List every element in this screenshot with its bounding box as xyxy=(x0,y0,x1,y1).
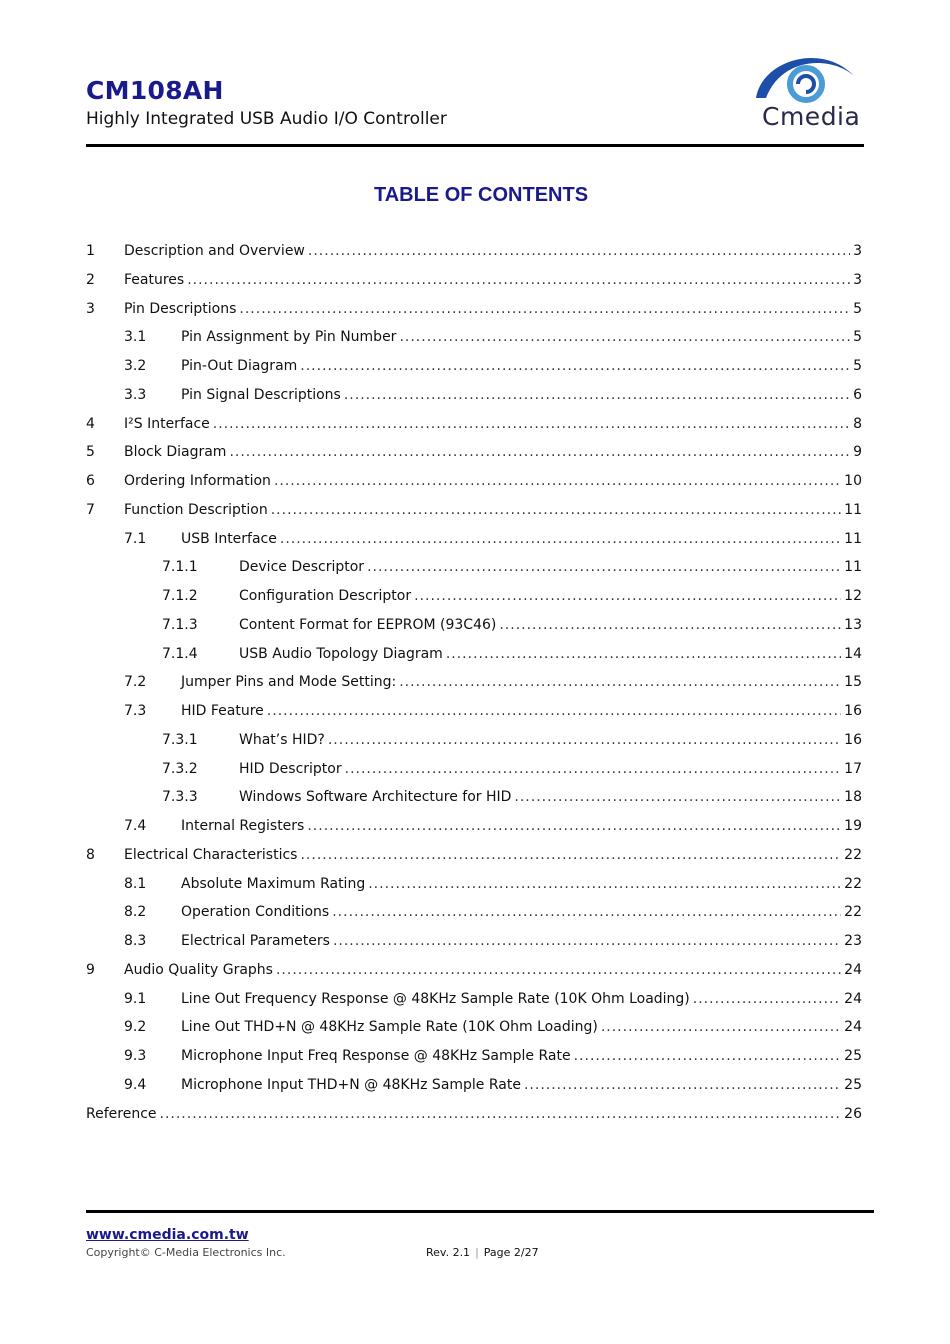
toc-entry-label: Absolute Maximum Rating xyxy=(181,875,366,892)
toc-entry-page: 12 xyxy=(844,588,862,604)
toc-entry-number: 9.4 xyxy=(124,1076,147,1093)
toc-entry-number: 7.1.4 xyxy=(162,645,198,662)
toc-dot-leader xyxy=(514,789,841,805)
toc-entry-page: 25 xyxy=(844,1048,862,1064)
toc-entry-page: 11 xyxy=(844,559,862,576)
toc-entry[interactable] xyxy=(86,272,862,301)
toc-entry[interactable] xyxy=(86,559,862,588)
toc-entry-label: HID Descriptor xyxy=(239,760,342,777)
toc-entry-number: 9.3 xyxy=(124,1048,147,1064)
toc-entry[interactable] xyxy=(86,933,862,962)
toc-entry-page: 11 xyxy=(844,530,862,547)
toc-dot-leader xyxy=(399,674,841,690)
toc-entry-label: Configuration Descriptor xyxy=(239,588,412,604)
toc-entry[interactable] xyxy=(86,732,862,761)
document-title: CM108AH xyxy=(86,76,224,105)
toc-entry-label: Function Description xyxy=(124,501,268,518)
toc-entry-number: 7.3.2 xyxy=(162,760,198,777)
toc-entry-label: Electrical Parameters xyxy=(181,933,330,949)
toc-entry-number: 3.3 xyxy=(124,386,147,403)
toc-entry-number: 3.2 xyxy=(124,358,147,374)
toc-entry[interactable] xyxy=(86,1077,862,1106)
toc-entry-number: 7.1.2 xyxy=(162,588,198,604)
toc-entry-label: Content Format for EEPROM (93C46) xyxy=(239,616,497,633)
table-of-contents xyxy=(86,243,862,1134)
toc-entry-number: 8.3 xyxy=(124,933,147,949)
document-subtitle: Highly Integrated USB Audio I/O Controller xyxy=(86,109,447,129)
toc-entry-label: Line Out Frequency Response @ 48KHz Sample Rate (10K Ohm Loading) xyxy=(181,990,690,1007)
toc-dot-leader xyxy=(213,416,850,432)
toc-entry-page: 23 xyxy=(844,933,862,949)
toc-entry-number: 8.1 xyxy=(124,875,147,892)
toc-entry-label: Windows Software Architecture for HID xyxy=(239,789,512,806)
toc-entry[interactable] xyxy=(86,617,862,646)
toc-dot-leader xyxy=(414,588,841,604)
toc-entry-label: Electrical Characteristics xyxy=(124,846,298,863)
toc-entry-page: 14 xyxy=(844,645,862,662)
toc-entry-label: Block Diagram xyxy=(124,444,227,461)
toc-entry[interactable] xyxy=(86,646,862,675)
toc-entry-number: 1 xyxy=(86,243,95,259)
toc-entry[interactable] xyxy=(86,1048,862,1077)
toc-entry[interactable] xyxy=(86,358,862,387)
toc-entry-page: 5 xyxy=(853,358,862,374)
toc-entry[interactable] xyxy=(86,531,862,560)
page-header xyxy=(86,76,864,148)
toc-entry-page: 6 xyxy=(853,386,862,403)
toc-dot-leader xyxy=(332,904,841,920)
toc-entry[interactable] xyxy=(86,962,862,991)
toc-entry-page: 22 xyxy=(844,846,862,863)
page-number: Page 2/27 xyxy=(483,1246,539,1259)
header-divider xyxy=(86,144,864,147)
toc-entry-page: 11 xyxy=(844,501,862,518)
toc-dot-leader xyxy=(267,703,841,719)
toc-dot-leader xyxy=(368,876,841,892)
toc-entry-page: 8 xyxy=(853,415,862,432)
toc-dot-leader xyxy=(308,243,850,259)
toc-dot-leader xyxy=(280,531,841,547)
toc-dot-leader xyxy=(300,358,850,374)
toc-entry-page: 24 xyxy=(844,961,862,978)
toc-entry-number: 7.3 xyxy=(124,703,147,719)
toc-dot-leader xyxy=(499,617,841,633)
toc-entry-page: 24 xyxy=(844,1019,862,1036)
revision-info xyxy=(426,1246,539,1259)
revision-number: Rev. 2.1 xyxy=(426,1246,471,1259)
toc-entry-label: Operation Conditions xyxy=(181,904,330,921)
toc-entry-number: 3.1 xyxy=(124,329,147,346)
toc-entry[interactable] xyxy=(86,876,862,905)
toc-entry-number: 7.2 xyxy=(124,674,147,691)
toc-entry-page: 22 xyxy=(844,904,862,921)
toc-entry-number: 6 xyxy=(86,473,95,489)
toc-entry-page: 15 xyxy=(844,674,862,691)
toc-entry[interactable] xyxy=(86,789,862,818)
toc-entry-label: Description and Overview xyxy=(124,243,305,259)
toc-entry-label: Pin Descriptions xyxy=(124,300,237,317)
toc-entry-label: Pin-Out Diagram xyxy=(181,358,298,374)
toc-entry[interactable] xyxy=(86,1106,862,1135)
toc-entry-label: Features xyxy=(124,271,185,288)
cmedia-swirl-icon xyxy=(752,50,858,106)
toc-dot-leader xyxy=(367,559,841,575)
toc-entry-label: Pin Assignment by Pin Number xyxy=(181,329,397,346)
toc-entry-label: Pin Signal Descriptions xyxy=(181,386,341,403)
toc-entry-number: 7.1 xyxy=(124,530,147,547)
toc-entry-number: 9.2 xyxy=(124,1019,147,1036)
toc-entry[interactable] xyxy=(86,502,862,531)
toc-entry[interactable] xyxy=(86,761,862,790)
toc-dot-leader xyxy=(276,962,841,978)
toc-entry-number: 8.2 xyxy=(124,904,147,921)
toc-entry[interactable] xyxy=(86,416,862,445)
cmedia-logo xyxy=(752,50,861,134)
toc-entry-page: 9 xyxy=(853,444,862,461)
toc-entry-label: Microphone Input THD+N @ 48KHz Sample Rate xyxy=(181,1076,521,1093)
toc-entry-label: Microphone Input Freq Response @ 48KHz Sample Rate xyxy=(181,1048,571,1064)
toc-entry-page: 16 xyxy=(844,731,862,748)
toc-entry[interactable] xyxy=(86,847,862,876)
toc-entry-number: 9.1 xyxy=(124,990,147,1007)
toc-entry-number: 7.3.1 xyxy=(162,731,198,748)
toc-entry-label: Internal Registers xyxy=(181,818,305,834)
toc-entry-number: 2 xyxy=(86,271,95,288)
toc-entry-label: Line Out THD+N @ 48KHz Sample Rate (10K Ohm Loading) xyxy=(181,1019,598,1036)
toc-entry-page: 5 xyxy=(853,300,862,317)
toc-dot-leader xyxy=(344,387,850,403)
copyright-text: Copyright© C-Media Electronics Inc. xyxy=(86,1246,286,1259)
toc-dot-leader xyxy=(524,1077,841,1093)
toc-entry[interactable] xyxy=(86,387,862,416)
toc-entry-number: 7 xyxy=(86,501,95,518)
toc-dot-leader xyxy=(307,818,841,834)
footer-separator: | xyxy=(475,1246,479,1259)
toc-dot-leader xyxy=(399,329,850,345)
toc-entry[interactable] xyxy=(86,329,862,358)
toc-entry-page: 22 xyxy=(844,875,862,892)
toc-dot-leader xyxy=(345,761,842,777)
toc-entry-page: 19 xyxy=(844,818,862,834)
toc-entry-page: 13 xyxy=(844,616,862,633)
toc-dot-leader xyxy=(271,502,841,518)
toc-dot-leader xyxy=(239,301,850,317)
toc-entry[interactable] xyxy=(86,991,862,1020)
toc-entry-label: Jumper Pins and Mode Setting: xyxy=(181,674,397,691)
toc-entry[interactable] xyxy=(86,444,862,473)
toc-entry-number: 7.1.1 xyxy=(162,559,198,576)
toc-dot-leader xyxy=(187,272,850,288)
toc-entry[interactable] xyxy=(86,703,862,732)
toc-entry-number: 3 xyxy=(86,300,95,317)
toc-entry-page: 24 xyxy=(844,990,862,1007)
toc-entry-label: Reference xyxy=(86,1105,157,1122)
toc-entry[interactable] xyxy=(86,904,862,933)
toc-entry-label: What’s HID? xyxy=(239,731,325,748)
toc-entry[interactable] xyxy=(86,818,862,847)
toc-entry-label: Audio Quality Graphs xyxy=(124,961,273,978)
footer-divider xyxy=(86,1210,874,1213)
toc-entry-page: 3 xyxy=(853,243,862,259)
toc-entry[interactable] xyxy=(86,243,862,272)
toc-dot-leader xyxy=(574,1048,842,1064)
toc-entry-number: 4 xyxy=(86,415,95,432)
toc-dot-leader xyxy=(693,991,841,1007)
logo-wordmark: Cmedia xyxy=(762,102,861,131)
toc-entry-label: HID Feature xyxy=(181,703,264,719)
toc-dot-leader xyxy=(601,1019,841,1035)
toc-entry-page: 18 xyxy=(844,789,862,806)
toc-entry-page: 10 xyxy=(844,473,862,489)
toc-entry-number: 7.4 xyxy=(124,818,147,834)
toc-entry-page: 17 xyxy=(844,760,862,777)
toc-dot-leader xyxy=(333,933,841,949)
website-link[interactable]: www.cmedia.com.tw xyxy=(86,1227,249,1243)
toc-entry[interactable] xyxy=(86,301,862,330)
toc-entry-number: 5 xyxy=(86,444,95,461)
toc-entry-label: Device Descriptor xyxy=(239,559,365,576)
toc-entry-number: 8 xyxy=(86,846,95,863)
toc-dot-leader xyxy=(300,847,841,863)
toc-entry-label: USB Interface xyxy=(181,530,277,547)
toc-entry[interactable] xyxy=(86,473,862,502)
toc-entry-number: 7.3.3 xyxy=(162,789,198,806)
toc-entry-page: 26 xyxy=(844,1105,862,1122)
toc-title: TABLE OF CONTENTS xyxy=(373,184,589,206)
toc-dot-leader xyxy=(328,732,841,748)
toc-entry[interactable] xyxy=(86,588,862,617)
toc-entry-number: 9 xyxy=(86,961,95,978)
toc-dot-leader xyxy=(274,473,841,489)
toc-entry-label: Ordering Information xyxy=(124,473,271,489)
toc-dot-leader xyxy=(446,646,841,662)
toc-entry-page: 5 xyxy=(853,329,862,346)
toc-entry-label: USB Audio Topology Diagram xyxy=(239,645,443,662)
toc-entry-page: 25 xyxy=(844,1076,862,1093)
toc-entry[interactable] xyxy=(86,1019,862,1048)
toc-dot-leader xyxy=(160,1106,842,1122)
toc-entry-page: 3 xyxy=(853,271,862,288)
toc-entry-page: 16 xyxy=(844,703,862,719)
toc-entry-number: 7.1.3 xyxy=(162,616,198,633)
toc-entry[interactable] xyxy=(86,674,862,703)
toc-entry-label: I²S Interface xyxy=(124,415,210,432)
toc-dot-leader xyxy=(229,444,850,460)
